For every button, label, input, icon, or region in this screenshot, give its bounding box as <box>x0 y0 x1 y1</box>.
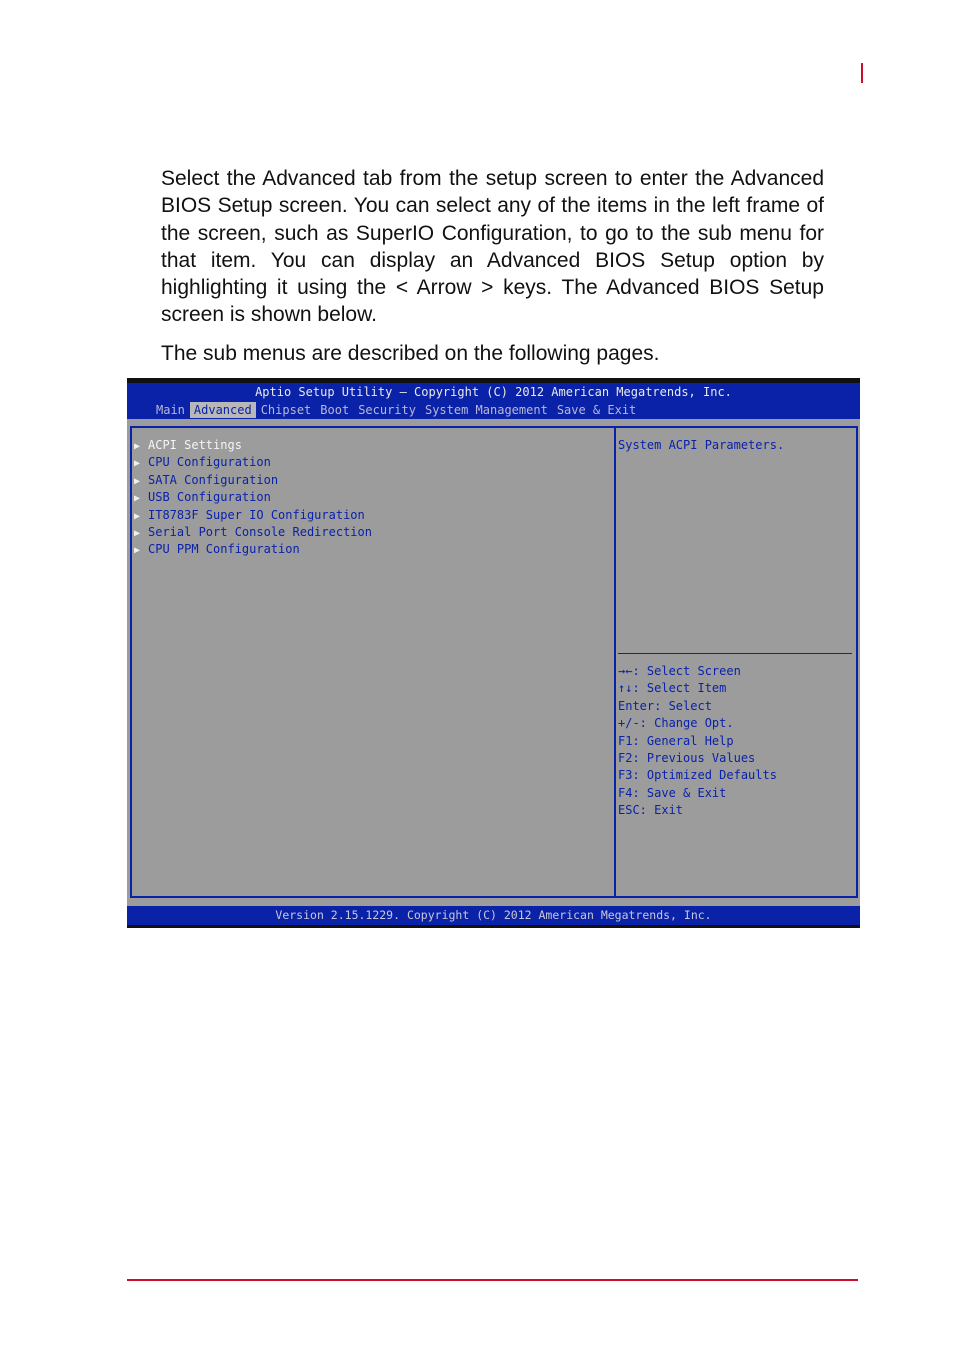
submenu-arrow-icon: ▶ <box>134 493 141 505</box>
key-hint-enter: Enter: Select <box>618 698 712 713</box>
submenu-arrow-icon: ▶ <box>134 545 141 557</box>
submenu-arrow-icon: ▶ <box>134 441 141 452</box>
menu-item-usb-configuration[interactable] <box>134 489 372 506</box>
bios-header <box>127 383 860 419</box>
submenu-arrow-icon: ▶ <box>134 527 141 539</box>
advanced-menu-list <box>134 437 372 559</box>
key-hint-f1: F1: General Help <box>618 733 734 748</box>
bios-screenshot <box>127 378 860 928</box>
bios-footer <box>127 906 860 925</box>
submenu-note: The sub menus are described on the following pages. <box>161 342 660 365</box>
bios-title: Aptio Setup Utility – Copyright (C) 2012 American Megatrends, Inc. <box>255 385 732 399</box>
tab-security[interactable]: Security <box>358 403 416 417</box>
menu-item-super-io-configuration[interactable] <box>134 507 372 524</box>
key-hint-f3: F3: Optimized Defaults <box>618 768 777 783</box>
menu-item-label: IT8783F Super IO Configuration <box>148 507 365 522</box>
menu-item-cpu-configuration[interactable] <box>134 454 372 471</box>
help-divider <box>618 653 852 654</box>
menu-item-sata-configuration[interactable] <box>134 472 372 489</box>
menu-item-label: SATA Configuration <box>148 472 279 487</box>
tab-chipset[interactable]: Chipset <box>260 403 312 417</box>
submenu-arrow-icon: ▶ <box>134 458 141 470</box>
help-description: System ACPI Parameters. <box>618 438 785 452</box>
tab-advanced[interactable]: Advanced <box>190 402 256 418</box>
key-legend <box>618 663 777 820</box>
key-hint-change-opt: +/-: Change Opt. <box>618 716 734 731</box>
menu-item-serial-port-console-redirection[interactable] <box>134 524 372 541</box>
key-hint-select-screen: →←: Select Screen <box>618 664 741 678</box>
submenu-arrow-icon: ▶ <box>134 510 141 522</box>
key-hint-select-item: ↑↓: Select Item <box>618 681 727 696</box>
bios-bottom-border <box>127 925 860 928</box>
menu-item-label: CPU Configuration <box>148 455 271 470</box>
key-hint-f4: F4: Save & Exit <box>618 785 727 800</box>
header-mark <box>861 63 863 83</box>
bios-version-text: Version 2.15.1229. Copyright (C) 2012 American Megatrends, Inc. <box>275 908 712 922</box>
menu-item-acpi-settings[interactable] <box>134 437 372 454</box>
menu-item-label: CPU PPM Configuration <box>148 542 300 557</box>
tab-boot[interactable]: Boot <box>320 403 350 417</box>
tab-system-management[interactable]: System Management <box>424 403 548 417</box>
footer-rule <box>127 1279 858 1281</box>
main-menu-frame <box>130 426 616 898</box>
help-frame <box>614 426 858 898</box>
bios-tab-bar <box>152 402 641 418</box>
tab-save-exit[interactable]: Save & Exit <box>556 403 637 417</box>
submenu-arrow-icon: ▶ <box>134 475 141 487</box>
menu-item-cpu-ppm-configuration[interactable] <box>134 541 372 558</box>
tab-main[interactable]: Main <box>156 403 185 417</box>
key-hint-f2: F2: Previous Values <box>618 750 756 765</box>
intro-paragraph: Select the Advanced tab from the setup screen to enter the Advanced BIOS Setup screen. You can select any of the items in the left frame of the screen, such as SuperIO Configuration, to go to the sub menu for that item. You can display an Advanced BIOS Setup option by highlighting it using the < Arrow > keys. The Advanced BIOS Setup screen is shown below. <box>161 167 824 327</box>
key-hint-esc: ESC: Exit <box>618 803 684 818</box>
menu-item-label: USB Configuration <box>148 490 271 505</box>
menu-item-label: ACPI Settings <box>148 438 242 452</box>
menu-item-label: Serial Port Console Redirection <box>148 524 372 539</box>
